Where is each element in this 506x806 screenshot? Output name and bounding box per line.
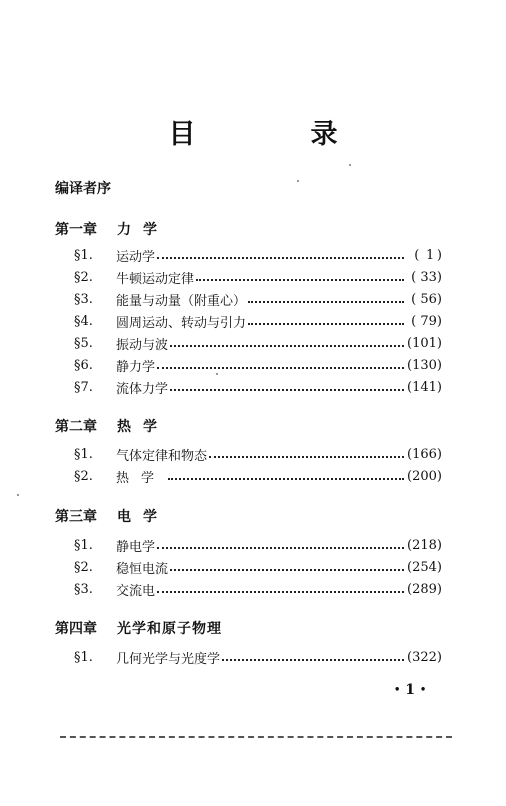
chapter-name: 电学 <box>117 509 169 525</box>
page-number: (166) <box>407 446 442 462</box>
entry-label: 稳恒电流 <box>116 561 169 577</box>
toc-entry[interactable] <box>74 444 442 464</box>
folio-dot: • <box>394 684 401 696</box>
toc-entry[interactable] <box>74 579 442 599</box>
leader-dots <box>209 456 404 458</box>
page-number: (130) <box>407 357 442 373</box>
entry-label: 热学 <box>116 470 167 486</box>
toc-entry[interactable] <box>74 267 442 287</box>
toc-entry[interactable] <box>74 647 442 667</box>
section-number: §1. <box>74 537 93 553</box>
leader-dots <box>168 478 404 480</box>
entry-label: 流体力学 <box>116 381 169 397</box>
chapter-name: 光学和原子物理 <box>117 621 222 637</box>
leader-dots <box>222 659 404 661</box>
section-number: §2. <box>74 468 93 484</box>
page-number: ( 33) <box>411 269 442 285</box>
page-number: (322) <box>407 649 442 665</box>
leader-dots <box>170 389 404 391</box>
toc-entry[interactable] <box>74 245 442 265</box>
toc-entry[interactable] <box>74 355 442 375</box>
section-number: §1. <box>74 649 93 665</box>
page-number: (200) <box>407 468 442 484</box>
leader-dots <box>170 345 404 347</box>
chapter-number: 第二章 <box>55 419 97 435</box>
toc-entry[interactable] <box>74 289 442 309</box>
page-number: (218) <box>407 537 442 553</box>
page-number: ( 79) <box>411 313 442 329</box>
section-number: §7. <box>74 379 93 395</box>
toc-entry[interactable] <box>74 535 442 555</box>
entry-label: 静电学 <box>116 539 156 555</box>
leader-dots <box>248 323 404 325</box>
paper-speck <box>17 494 19 496</box>
chapter-number: 第三章 <box>55 509 97 525</box>
chapter-name: 力学 <box>117 222 169 238</box>
entry-label: 几何光学与光度学 <box>116 651 221 667</box>
bottom-rule <box>60 736 452 738</box>
entry-label: 圆周运动、转动与引力 <box>116 315 247 331</box>
toc-entry[interactable] <box>74 557 442 577</box>
preface-link[interactable]: 编译者序 <box>55 181 111 197</box>
entry-label: 运动学 <box>116 249 156 265</box>
leader-dots <box>157 547 404 549</box>
paper-speck <box>216 373 218 375</box>
entry-label: 气体定律和物态 <box>116 448 208 464</box>
page-number: ( 56) <box>411 291 442 307</box>
page-number: (254) <box>407 559 442 575</box>
chapter-number: 第一章 <box>55 222 97 238</box>
leader-dots <box>170 569 404 571</box>
page-number: (289) <box>407 581 442 597</box>
folio-number: 1 <box>405 682 416 698</box>
leader-dots <box>157 367 404 369</box>
chapter-number: 第四章 <box>55 621 97 637</box>
section-number: §3. <box>74 291 93 307</box>
section-number: §6. <box>74 357 93 373</box>
page-number: (141) <box>407 379 442 395</box>
section-number: §5. <box>74 335 93 351</box>
section-number: §2. <box>74 269 93 285</box>
toc-entry[interactable] <box>74 377 442 397</box>
section-number: §3. <box>74 581 93 597</box>
page-folio <box>394 682 426 698</box>
section-number: §2. <box>74 559 93 575</box>
leader-dots <box>157 591 404 593</box>
entry-label: 交流电 <box>116 583 156 599</box>
section-number: §1. <box>74 247 93 263</box>
paper-speck <box>297 180 299 182</box>
chapter-heading[interactable] <box>55 219 169 239</box>
chapter-heading[interactable] <box>55 416 169 436</box>
toc-entry[interactable] <box>74 311 442 331</box>
page-title: 目 录 <box>168 119 382 150</box>
paper-speck <box>349 164 351 166</box>
folio-dot: • <box>419 684 427 696</box>
toc-entry[interactable] <box>74 466 442 486</box>
entry-label: 牛顿运动定律 <box>116 271 195 287</box>
entry-label: 静力学 <box>116 359 156 375</box>
chapter-name: 热学 <box>117 419 169 435</box>
leader-dots <box>248 301 404 303</box>
entry-label: 振动与波 <box>116 337 169 353</box>
section-number: §1. <box>74 446 93 462</box>
chapter-heading[interactable] <box>55 506 169 526</box>
chapter-heading[interactable] <box>55 618 222 638</box>
page-number: ( 1 ) <box>414 247 442 263</box>
page-number: (101) <box>407 335 442 351</box>
entry-label: 能量与动量（附重心） <box>116 293 247 309</box>
section-number: §4. <box>74 313 93 329</box>
leader-dots <box>196 279 404 281</box>
leader-dots <box>157 257 404 259</box>
toc-entry[interactable] <box>74 333 442 353</box>
